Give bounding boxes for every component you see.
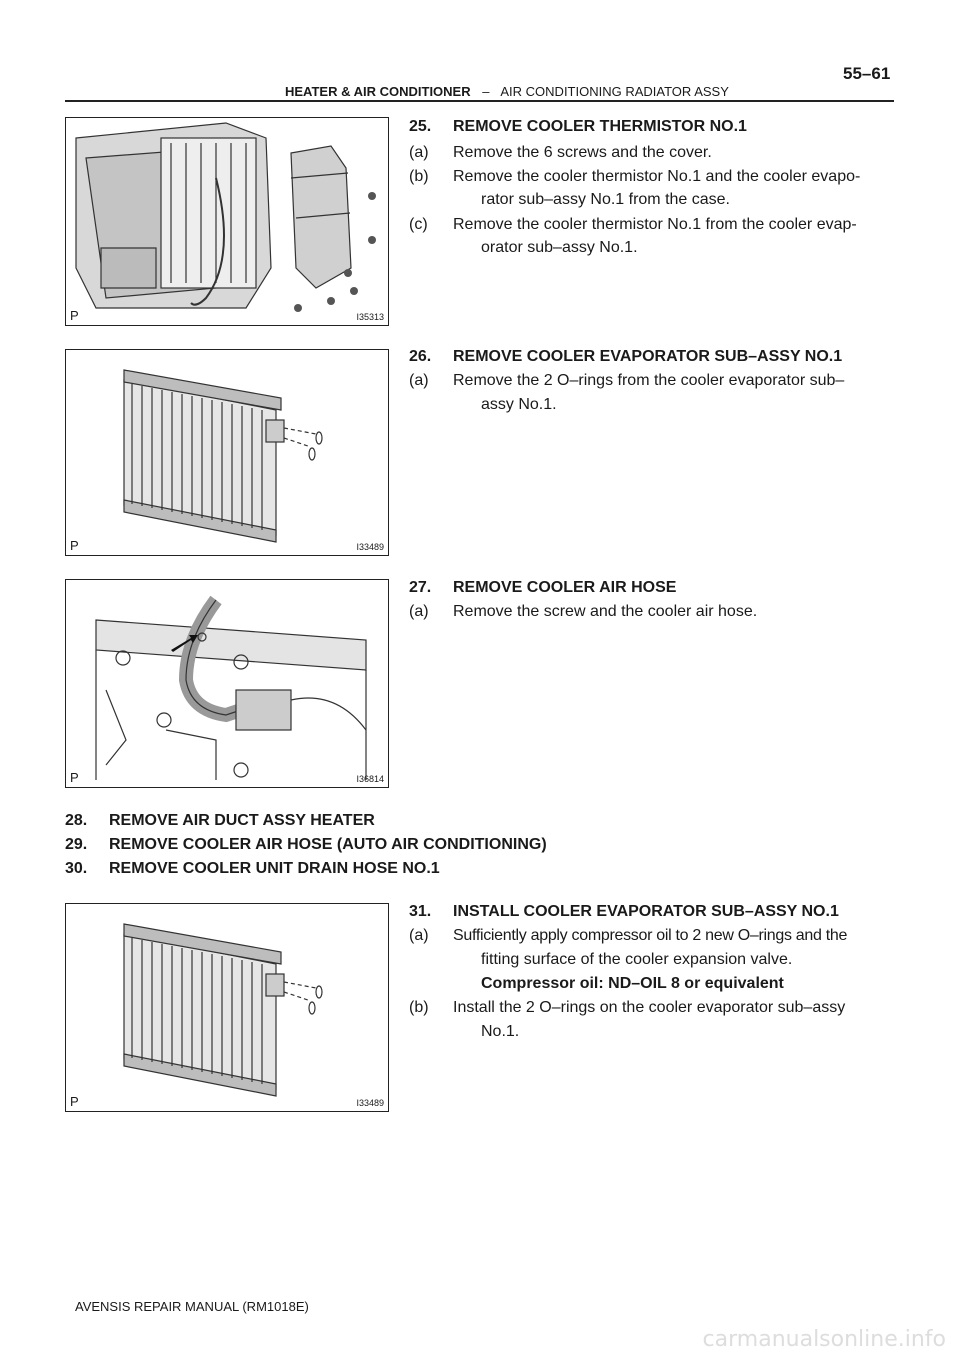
evaporator-illustration xyxy=(66,904,389,1112)
watermark: carmanualsonline.info xyxy=(702,1327,946,1352)
case-exploded-illustration xyxy=(66,118,389,326)
sub-text-cont: No.1. xyxy=(481,1023,520,1040)
sub-text: Remove the screw and the cooler air hose. xyxy=(453,603,758,620)
step-number: 29. xyxy=(65,836,88,853)
step-title: REMOVE AIR DUCT ASSY HEATER xyxy=(109,812,375,829)
step-number: 25. xyxy=(409,118,432,135)
step-number: 30. xyxy=(65,860,88,877)
step-title: REMOVE COOLER AIR HOSE (AUTO AIR CONDITIONING) xyxy=(109,836,547,853)
figure-id: I33489 xyxy=(356,1098,384,1108)
spec-note: Compressor oil: ND–OIL 8 or equivalent xyxy=(481,975,784,992)
sub-label: (c) xyxy=(409,216,428,233)
sub-text-cont: orator sub–assy No.1. xyxy=(481,239,638,256)
running-header xyxy=(285,84,729,99)
figure-id: I33489 xyxy=(356,542,384,552)
figure-id: I35313 xyxy=(356,312,384,322)
sub-text: Remove the 6 screws and the cover. xyxy=(453,144,712,161)
sub-label: (a) xyxy=(409,927,429,944)
figure-prefix: P xyxy=(70,1094,79,1109)
step-title: REMOVE COOLER THERMISTOR NO.1 xyxy=(453,118,747,135)
sub-text-cont: fitting surface of the cooler expansion valve. xyxy=(481,951,793,968)
step-number: 27. xyxy=(409,579,432,596)
figure-prefix: P xyxy=(70,538,79,553)
subsection-title: AIR CONDITIONING RADIATOR ASSY xyxy=(500,84,729,99)
sub-label: (a) xyxy=(409,144,429,161)
sub-text: Install the 2 O–rings on the cooler evaporator sub–assy xyxy=(453,999,846,1016)
header-separator: – xyxy=(482,84,490,99)
step-title: INSTALL COOLER EVAPORATOR SUB–ASSY NO.1 xyxy=(453,903,839,920)
figure-thermistor xyxy=(65,117,389,326)
sub-label: (a) xyxy=(409,372,429,389)
air-hose-illustration xyxy=(66,580,389,788)
figure-air-hose xyxy=(65,579,389,788)
evaporator-illustration xyxy=(66,350,389,556)
step-title: REMOVE COOLER UNIT DRAIN HOSE NO.1 xyxy=(109,860,440,877)
step-number: 31. xyxy=(409,903,432,920)
sub-text-cont: assy No.1. xyxy=(481,396,557,413)
header-rule xyxy=(65,100,894,102)
sub-text: Remove the 2 O–rings from the cooler evaporator sub– xyxy=(453,372,845,389)
step-title: REMOVE COOLER EVAPORATOR SUB–ASSY NO.1 xyxy=(453,348,843,365)
sub-text: Sufficiently apply compressor oil to 2 new O–rings and the xyxy=(453,927,848,944)
figure-evaporator-2 xyxy=(65,903,389,1112)
figure-prefix: P xyxy=(70,308,79,323)
step-number: 28. xyxy=(65,812,88,829)
sub-label: (a) xyxy=(409,603,429,620)
sub-text: Remove the cooler thermistor No.1 and the cooler evapo- xyxy=(453,168,861,185)
sub-text: Remove the cooler thermistor No.1 from the cooler evap- xyxy=(453,216,857,233)
figure-prefix: P xyxy=(70,770,79,785)
figure-id: I36814 xyxy=(356,774,384,784)
page-number: 55–61 xyxy=(843,64,891,83)
figure-evaporator-1 xyxy=(65,349,389,556)
sub-label: (b) xyxy=(409,999,429,1016)
sub-text-cont: rator sub–assy No.1 from the case. xyxy=(481,191,730,208)
footer-manual-title: AVENSIS REPAIR MANUAL (RM1018E) xyxy=(75,1299,309,1314)
sub-label: (b) xyxy=(409,168,429,185)
step-number: 26. xyxy=(409,348,432,365)
step-title: REMOVE COOLER AIR HOSE xyxy=(453,579,677,596)
section-title: HEATER & AIR CONDITIONER xyxy=(285,84,471,99)
